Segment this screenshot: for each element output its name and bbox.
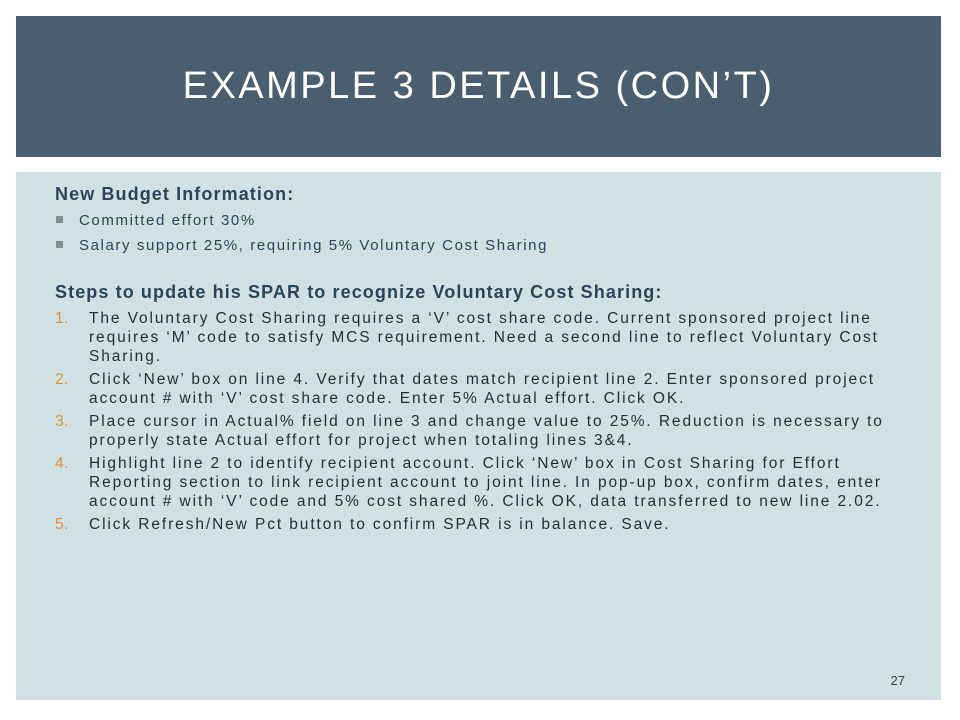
list-item	[55, 210, 921, 231]
list-item-text: Salary support 25%, requiring 5% Voluntary Cost Sharing	[79, 237, 549, 254]
step-text: Click ‘New’ box on line 4. Verify that dates match recipient line 2. Enter sponsored project account # with ‘V’ cost share code. Enter 5% Actual effort. Click OK.	[89, 371, 875, 407]
step-item	[55, 412, 921, 450]
step-text: Highlight line 2 to identify recipient account. Click ‘New’ box in Cost Sharing for Effort Reporting section to link recipient account to joint line. In pop-up box, confirm dates, enter account # with ‘V’ code and 5% cost shared %. Click OK, data transferred to new line 2.02.	[89, 455, 882, 510]
steps-heading: Steps to update his SPAR to recognize Voluntary Cost Sharing:	[55, 282, 663, 302]
title-bar	[16, 16, 941, 157]
step-number: 5.	[55, 516, 69, 533]
step-number: 3.	[55, 413, 69, 430]
slide-title: EXAMPLE 3 DETAILS (CON’T)	[182, 65, 775, 107]
list-item	[55, 235, 921, 256]
step-item	[55, 515, 921, 534]
step-item	[55, 454, 921, 511]
step-number: 4.	[55, 455, 69, 472]
square-bullet-icon	[56, 241, 63, 248]
content-box	[16, 172, 941, 700]
step-item	[55, 309, 921, 366]
list-item-text: Committed effort 30%	[79, 212, 256, 229]
budget-list	[55, 210, 921, 256]
step-number: 1.	[55, 310, 69, 327]
step-text: The Voluntary Cost Sharing requires a ‘V’ cost share code. Current sponsored project line requires ‘M’ code to satisfy MCS requirement. Need a second line to reflect Voluntary Cost Sharing.	[89, 310, 879, 365]
steps-list	[55, 309, 921, 534]
step-text: Place cursor in Actual% field on line 3 and change value to 25%. Reduction is necessary to properly state Actual effort for project when totaling lines 3&4.	[89, 413, 884, 449]
square-bullet-icon	[56, 216, 63, 223]
budget-heading: New Budget Information:	[55, 184, 295, 204]
step-item	[55, 370, 921, 408]
page-number: 27	[890, 673, 905, 688]
step-number: 2.	[55, 371, 69, 388]
step-text: Click Refresh/New Pct button to confirm SPAR is in balance. Save.	[89, 516, 671, 533]
